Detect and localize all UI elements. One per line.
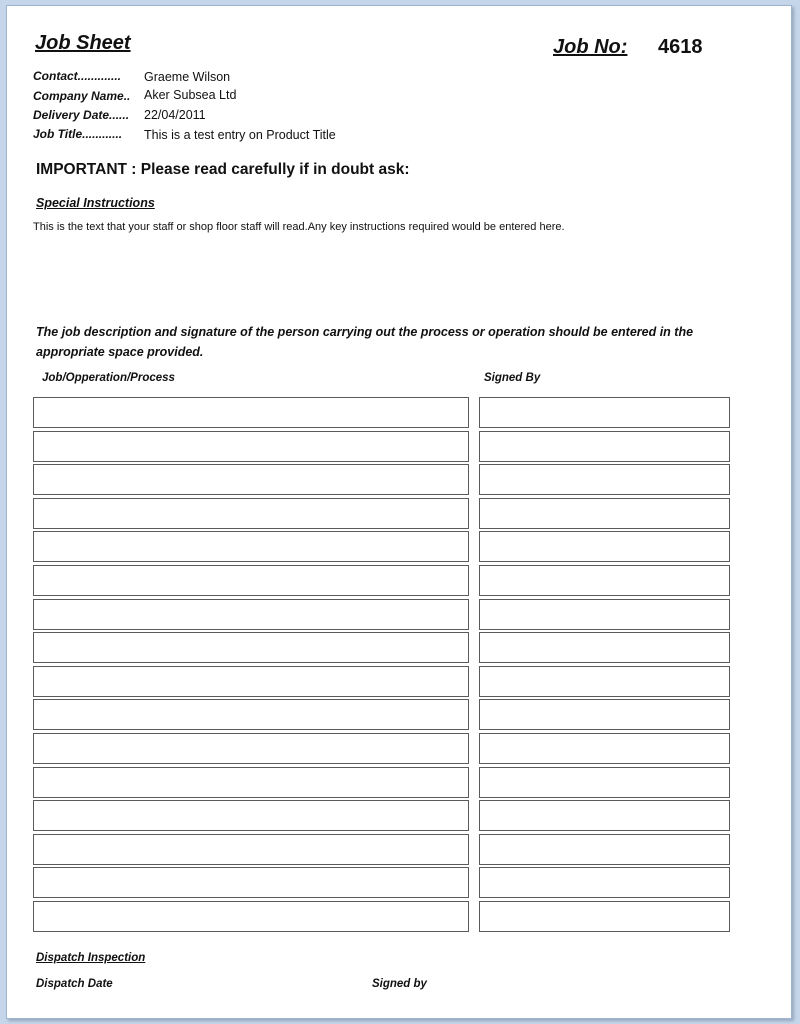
column-header-signed-by: Signed By [484,372,541,384]
job-operation-field[interactable] [33,632,469,663]
signed-by-field[interactable] [479,632,730,663]
dispatch-date-label: Dispatch Date [36,978,113,990]
company-name-label: Company Name.. [33,89,131,103]
signed-by-field[interactable] [479,834,730,865]
contact-value: Graeme Wilson [144,70,231,84]
dispatch-inspection-heading: Dispatch Inspection [36,952,146,964]
signed-by-field[interactable] [479,666,730,697]
signed-by-field[interactable] [479,699,730,730]
signed-by-field[interactable] [479,767,730,798]
page-title: Job Sheet [35,32,131,54]
job-operation-field[interactable] [33,397,469,428]
job-operation-field[interactable] [33,733,469,764]
job-title-value: This is a test entry on Product Title [144,128,336,142]
signed-by-field[interactable] [479,498,730,529]
job-operation-field[interactable] [33,666,469,697]
signed-by-field[interactable] [479,531,730,562]
special-instructions-heading: Special Instructions [36,196,155,210]
job-operation-field[interactable] [33,531,469,562]
special-instructions-text: This is the text that your staff or shop floor staff will read.Any key instructions required would be entered here. [33,221,565,233]
job-operation-field[interactable] [33,867,469,898]
company-name-value: Aker Subsea Ltd [144,88,237,102]
signed-by-field[interactable] [479,800,730,831]
important-notice: IMPORTANT : Please read carefully if in doubt ask: [36,161,410,178]
signed-by-field[interactable] [479,464,730,495]
contact-label: Contact............. [33,69,122,83]
job-operation-field[interactable] [33,800,469,831]
signed-by-field[interactable] [479,901,730,932]
signed-by-field[interactable] [479,867,730,898]
job-operation-field[interactable] [33,431,469,462]
job-operation-field[interactable] [33,565,469,596]
signed-by-field[interactable] [479,599,730,630]
job-operation-field[interactable] [33,464,469,495]
signed-by-field[interactable] [479,733,730,764]
column-header-job: Job/Opperation/Process [42,372,175,384]
signed-by-field[interactable] [479,565,730,596]
job-operation-field[interactable] [33,834,469,865]
job-title-label: Job Title............ [33,127,123,141]
delivery-date-label: Delivery Date...... [33,108,130,122]
signed-by-field[interactable] [479,397,730,428]
job-operation-field[interactable] [33,599,469,630]
job-operation-field[interactable] [33,699,469,730]
delivery-date-value: 22/04/2011 [144,108,206,122]
job-description-note: The job description and signature of the person carrying out the process or operation should be entered in the appropriate space provided. [36,325,694,359]
job-operation-field[interactable] [33,901,469,932]
signed-by-field[interactable] [479,431,730,462]
job-number-label: Job No: [553,36,628,58]
job-operation-field[interactable] [33,767,469,798]
job-operation-field[interactable] [33,498,469,529]
dispatch-signed-by-label: Signed by [372,978,427,990]
job-number-value: 4618 [658,36,703,58]
document-page [6,5,792,1019]
